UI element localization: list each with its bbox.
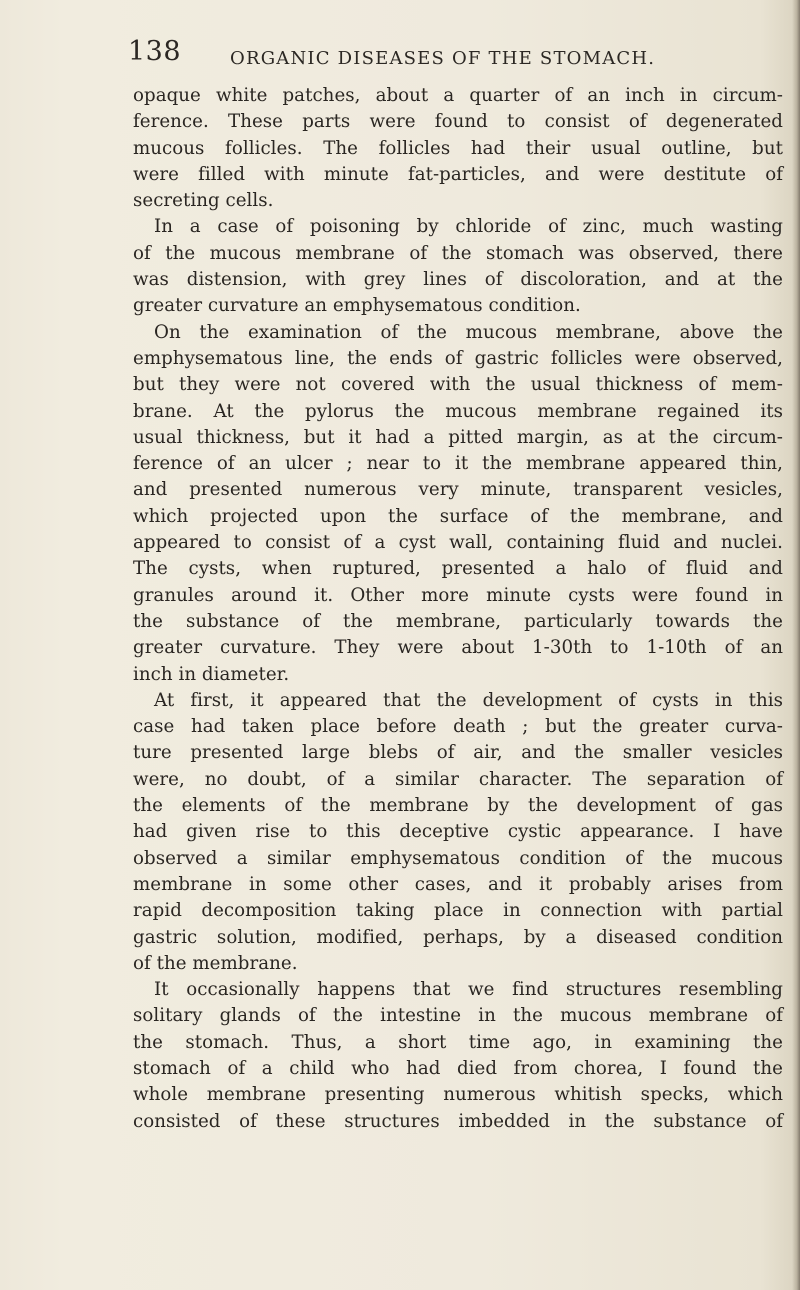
text-line: were filled with minute fat-particles, and were destitute of xyxy=(133,163,783,185)
page-edge-shadow xyxy=(792,0,800,1290)
text-line: inch in diameter. xyxy=(133,663,290,685)
page-header xyxy=(0,36,800,76)
text-line: granules around it. Other more minute cysts were found in xyxy=(133,584,783,606)
running-head: ORGANIC DISEASES OF THE STOMACH. xyxy=(230,48,656,69)
text-line: were, no doubt, of a similar character. The separation of xyxy=(133,768,783,790)
text-line: appeared to consist of a cyst wall, containing fluid and nuclei. xyxy=(133,532,783,554)
text-line: emphysematous line, the ends of gastric follicles were observed, xyxy=(133,347,783,369)
text-line: the elements of the membrane by the development of gas xyxy=(133,795,783,817)
text-line: It occasionally happens that we find structures resembling xyxy=(154,979,783,1001)
text-line: of the membrane. xyxy=(133,952,298,974)
text-line: whole membrane presenting numerous whitish specks, which xyxy=(133,1084,783,1106)
text-line: membrane in some other cases, and it probably arises from xyxy=(133,873,783,895)
text-line: the stomach. Thus, a short time ago, in examining the xyxy=(133,1031,783,1053)
text-line: opaque white patches, about a quarter of an inch in circum- xyxy=(133,85,783,106)
text-line: case had taken place before death ; but the greater curva- xyxy=(133,716,783,738)
text-line: which projected upon the surface of the membrane, and xyxy=(133,505,783,527)
text-line: observed a similar emphysematous condition of the mucous xyxy=(133,847,783,869)
text-line: greater curvature an emphysematous condition. xyxy=(133,295,581,317)
body-text xyxy=(133,83,783,1135)
text-line: of the mucous membrane of the stomach was observed, there xyxy=(133,242,783,264)
text-line: usual thickness, but it had a pitted margin, as at the circum- xyxy=(133,426,783,448)
text-line: was distension, with grey lines of discoloration, and at the xyxy=(133,269,783,291)
text-line: On the examination of the mucous membrane, above the xyxy=(154,321,783,343)
text-line: ference of an ulcer ; near to it the membrane appeared thin, xyxy=(133,453,783,475)
page-number: 138 xyxy=(128,36,182,67)
text-line: had given rise to this deceptive cystic appearance. I have xyxy=(133,821,783,843)
text-line: mucous follicles. The follicles had their usual outline, but xyxy=(133,137,783,159)
text-line: In a case of poisoning by chloride of zinc, much wasting xyxy=(154,216,783,238)
text-line: greater curvature. They were about 1-30th to 1-10th of an xyxy=(133,637,783,659)
text-line: but they were not covered with the usual thickness of mem- xyxy=(133,374,783,396)
text-line: consisted of these structures imbedded in the substance of xyxy=(133,1110,783,1132)
text-line: brane. At the pylorus the mucous membrane regained its xyxy=(133,400,783,422)
text-line: ference. These parts were found to consist of degenerated xyxy=(133,111,783,133)
text-line: secreting cells. xyxy=(133,190,274,212)
text-line: The cysts, when ruptured, presented a halo of fluid and xyxy=(133,558,783,580)
text-line: and presented numerous very minute, transparent vesicles, xyxy=(133,479,783,501)
text-line: gastric solution, modified, perhaps, by a diseased condition xyxy=(133,926,783,948)
text-line: the substance of the membrane, particularly towards the xyxy=(133,610,783,632)
text-line: At first, it appeared that the development of cysts in this xyxy=(154,689,783,711)
text-line: solitary glands of the intestine in the mucous membrane of xyxy=(133,1005,783,1027)
text-line: ture presented large blebs of air, and the smaller vesicles xyxy=(133,742,783,764)
text-line: stomach of a child who had died from chorea, I found the xyxy=(133,1057,783,1079)
text-line: rapid decomposition taking place in connection with partial xyxy=(133,900,783,922)
